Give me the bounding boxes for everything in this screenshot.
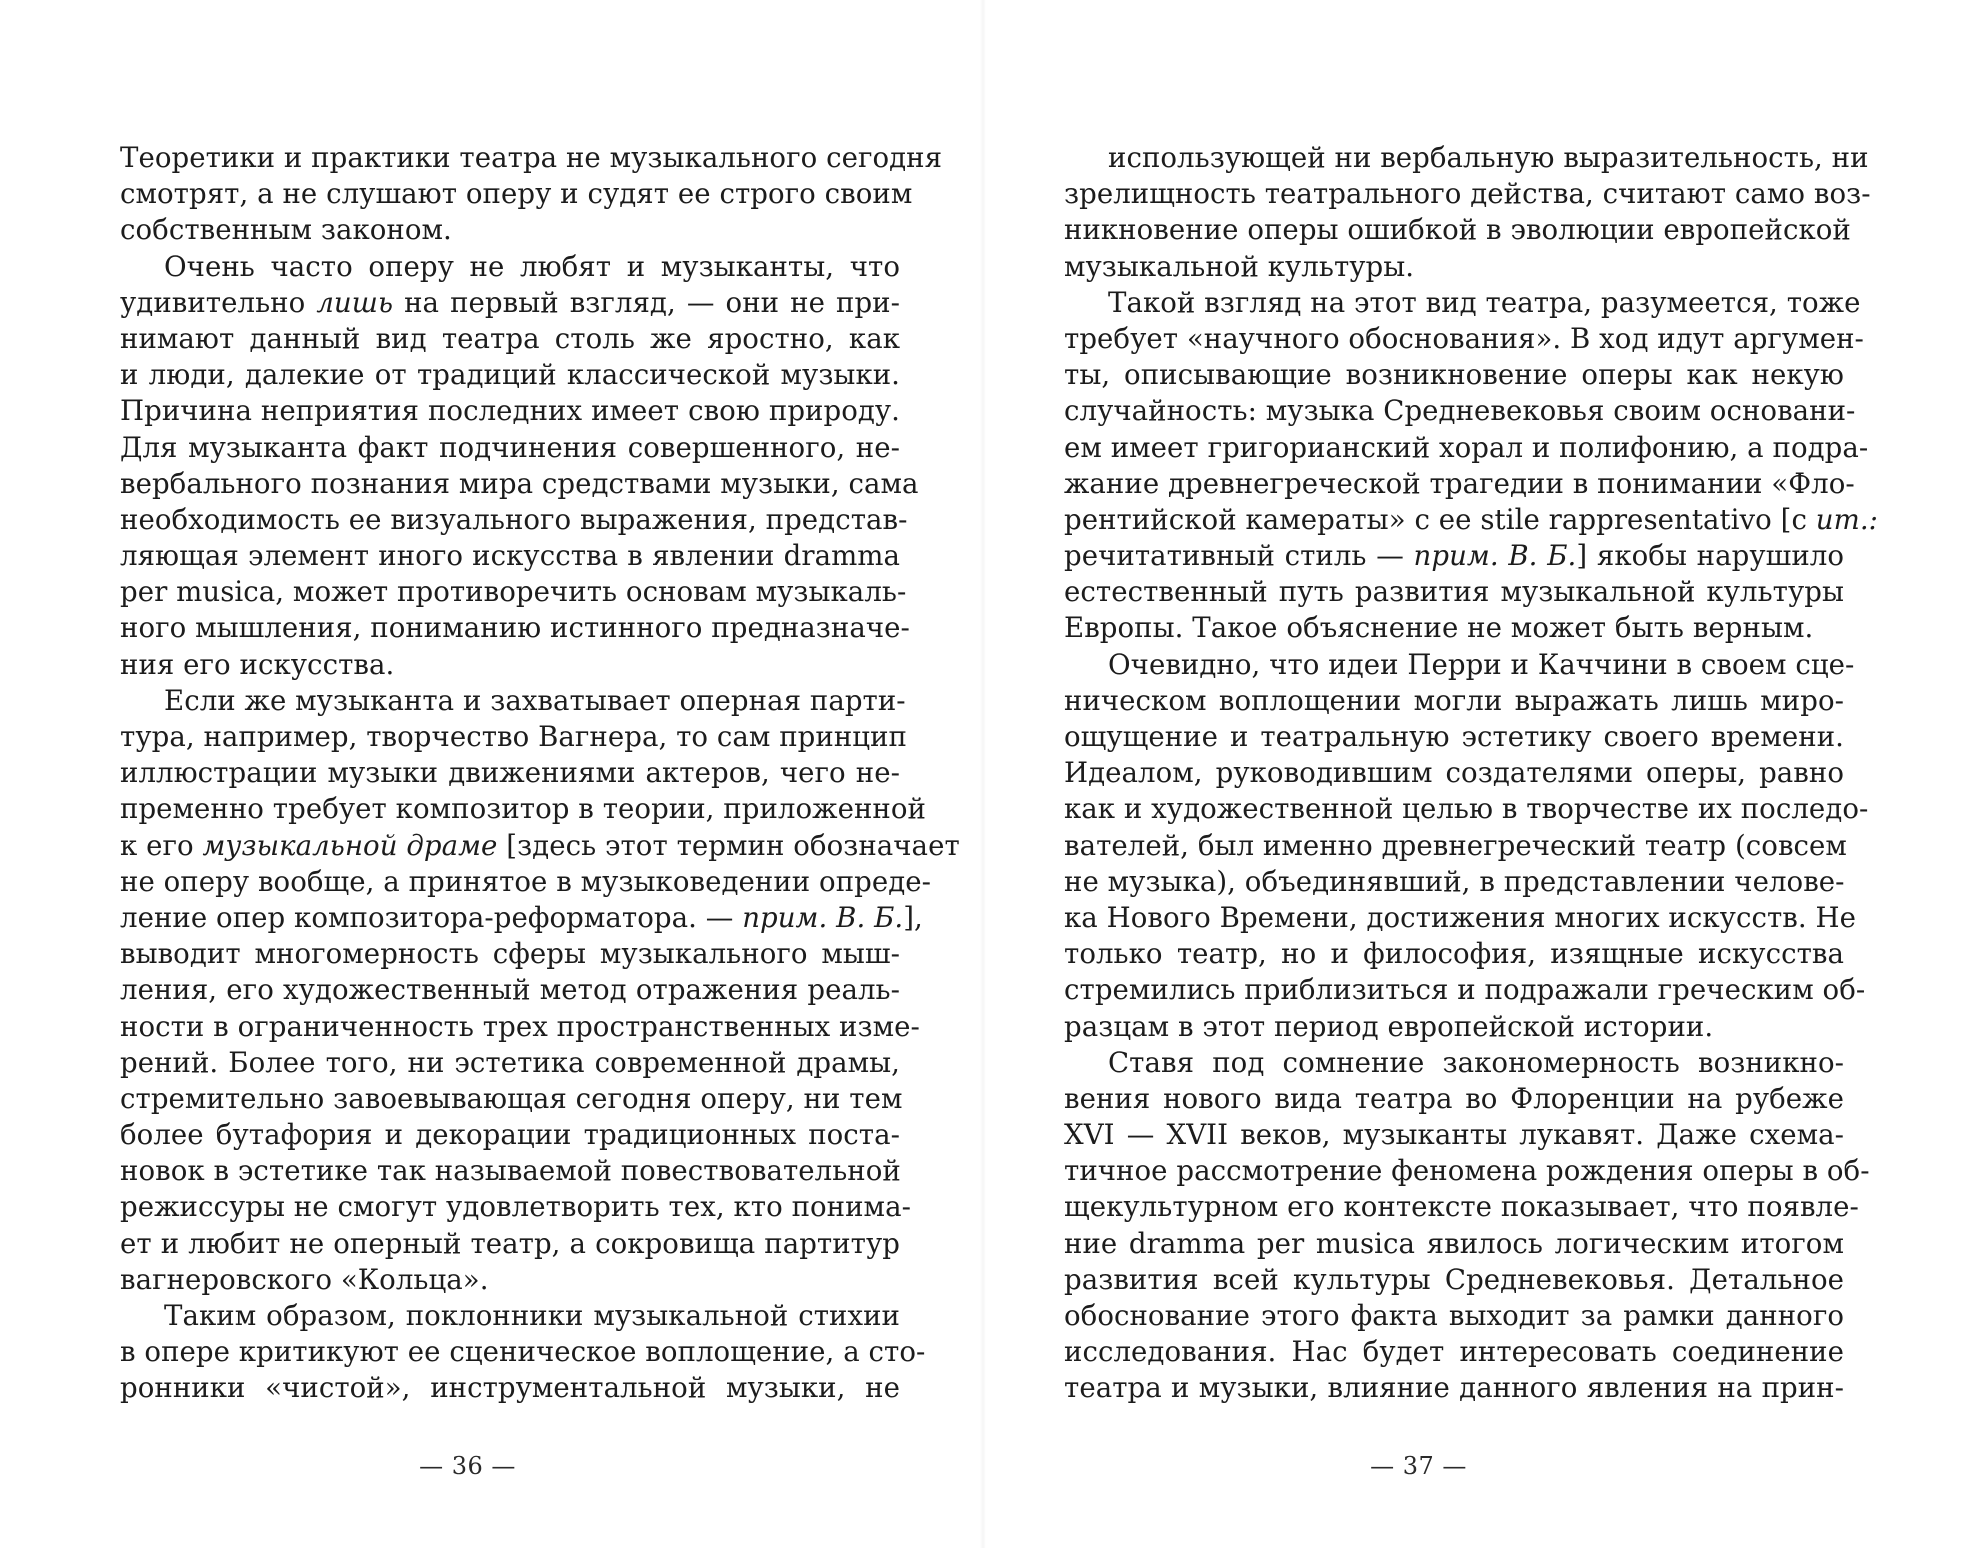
text-line: ническом воплощении могли выражать лишь миро- <box>1064 683 1844 717</box>
text-segment: удивительно <box>120 285 317 319</box>
text-segment: ], <box>903 900 923 934</box>
text-line: режиссуры не смогут удовлетворить тех, кто понима- <box>120 1190 911 1224</box>
text-line: собственным законом. <box>120 213 452 247</box>
text-line: ем имеет григорианский хорал и полифонию, а подра- <box>1064 430 1869 464</box>
text-line: Теоретики и практики театра не музыкального сегодня <box>120 141 943 174</box>
text-segment: рентийской камераты» с ее stile rappresentativo [с <box>1064 502 1816 536</box>
text-line: в опере критикуют ее сценическое воплощение, а сто- <box>120 1335 926 1369</box>
text-line: вагнеровского «Кольца». <box>120 1262 489 1296</box>
text-line: обоснование этого факта выходит за рамки данного <box>1064 1299 1844 1332</box>
text-line <box>120 285 900 321</box>
text-line: ощущение и театральную эстетику своего времени. <box>1064 720 1844 753</box>
right-page-number: — 37 — <box>1370 1452 1467 1480</box>
text-line: вателей, был именно древнегреческий театр (совсем <box>1064 828 1847 862</box>
text-line: не оперу вообще, а принятое в музыковедении опреде- <box>120 864 932 898</box>
italic-text: прим. В. Б. <box>742 900 904 934</box>
text-line: Такой взгляд на этот вид театра, разумеется, тоже <box>1108 285 1861 319</box>
text-line: ронники «чистой», инструментальной музыки, не <box>120 1371 900 1405</box>
text-line: пременно требует композитор в теории, приложенной <box>120 792 926 826</box>
text-line: театра и музыки, влияние данного явления на прин- <box>1064 1371 1844 1405</box>
text-segment: ление опер композитора-реформатора. — <box>120 900 743 934</box>
text-line: никновение оперы ошибкой в эволюции европейской <box>1064 213 1851 247</box>
text-line: только театр, но и философия, изящные искусства <box>1064 937 1844 971</box>
text-line: развития всей культуры Средневековья. Детальное <box>1064 1262 1844 1296</box>
text-line: использующей ни вербальную выразительность, ни <box>1108 141 1869 174</box>
text-line: и люди, далекие от традиций классической музыки. <box>120 358 900 392</box>
text-line: вербального познания мира средствами музыки, сама <box>120 466 919 500</box>
text-line: Очень часто оперу не любят и музыканты, что <box>164 249 900 283</box>
text-segment: на первый взгляд, — они не при- <box>393 285 900 319</box>
text-line: музыкальной культуры. <box>1064 249 1415 283</box>
left-page-number: — 36 — <box>419 1452 516 1480</box>
text-line: ты, описывающие возникновение оперы как некую <box>1064 358 1844 392</box>
text-line: вения нового вида театра во Флоренции на рубеже <box>1064 1081 1844 1115</box>
text-segment: к его <box>120 828 203 862</box>
text-line: рений. Более того, ни эстетика современной драмы, <box>120 1045 900 1079</box>
text-line: случайность: музыка Средневековья своим основани- <box>1064 394 1856 428</box>
text-line: разцам в этот период европейской истории. <box>1064 1009 1714 1043</box>
italic-text: лишь <box>316 285 394 319</box>
text-segment: ] якобы нарушило <box>1576 539 1844 573</box>
text-line: тичное рассмотрение феномена рождения оперы в об- <box>1064 1154 1870 1188</box>
text-line: зрелищность театрального действа, считают само воз- <box>1064 177 1871 211</box>
text-line: жание древнегреческой трагедии в понимании «Фло- <box>1064 466 1855 500</box>
text-line: ка Нового Времени, достижения многих искусств. Не <box>1064 900 1856 934</box>
text-line: ние dramma per musica явилось логическим итогом <box>1064 1226 1844 1260</box>
text-line <box>1064 502 1878 538</box>
text-line: ности в ограниченность трех пространственных изме- <box>120 1009 920 1043</box>
text-line: исследования. Нас будет интересовать соединение <box>1064 1335 1844 1369</box>
text-line: Если же музыканта и захватывает оперная парти- <box>164 683 906 717</box>
text-line: не музыка), объединявший, в представлении челове- <box>1064 864 1845 898</box>
text-line: как и художественной целью в творчестве их последо- <box>1064 792 1869 826</box>
italic-text: прим. В. Б. <box>1413 539 1577 573</box>
right-page <box>983 0 1966 1548</box>
text-line: смотрят, а не слушают оперу и судят ее строго своим <box>120 177 913 211</box>
text-line: Для музыканта факт подчинения совершенного, не- <box>120 430 900 464</box>
italic-text: ит.: <box>1815 502 1878 536</box>
text-line: Таким образом, поклонники музыкальной стихии <box>164 1299 900 1332</box>
left-page-text <box>120 140 960 1407</box>
text-line: Европы. Такое объяснение не может быть верным. <box>1064 611 1814 645</box>
text-line: per musica, может противоречить основам музыкаль- <box>120 575 907 609</box>
text-line: стремились приблизиться и подражали греческим об- <box>1064 973 1866 1007</box>
text-line: ния его искусства. <box>120 647 395 681</box>
text-line: нимают данный вид театра столь же яростно, как <box>120 321 900 355</box>
text-line: ления, его художественный метод отражения реаль- <box>120 973 900 1007</box>
text-segment: [здесь этот термин обозначает <box>497 828 960 862</box>
text-line: щекультурном его контексте показывает, что появле- <box>1064 1190 1859 1224</box>
text-line: Причина неприятия последних имеет свою природу. <box>120 394 900 428</box>
text-segment: речитативный стиль — <box>1064 539 1414 573</box>
text-line <box>1064 538 1844 574</box>
text-line: новок в эстетике так называемой повествовательной <box>120 1154 901 1188</box>
text-line: естественный путь развития музыкальной культуры <box>1064 575 1844 609</box>
text-line: стремительно завоевывающая сегодня оперу, ни тем <box>120 1081 903 1115</box>
text-line: ет и любит не оперный театр, а сокровища партитур <box>120 1226 900 1260</box>
text-line: ного мышления, пониманию истинного предназначе- <box>120 611 910 645</box>
italic-text: музыкальной драме <box>202 828 498 862</box>
text-line <box>120 828 960 864</box>
text-line <box>120 900 923 936</box>
text-line: Очевидно, что идеи Перри и Каччини в своем сце- <box>1108 647 1855 681</box>
text-line: более бутафория и декорации традиционных поста- <box>120 1118 900 1152</box>
text-line: Идеалом, руководившим создателями оперы, равно <box>1064 756 1844 790</box>
text-line: выводит многомерность сферы музыкального мыш- <box>120 937 900 971</box>
text-line: ляющая элемент иного искусства в явлении dramma <box>120 539 900 573</box>
right-page-text <box>1064 140 1878 1407</box>
text-line: тура, например, творчество Вагнера, то сам принцип <box>120 720 907 753</box>
text-line: XVI — XVII веков, музыканты лукавят. Даже схема- <box>1064 1118 1844 1152</box>
text-line: необходимость ее визуального выражения, представ- <box>120 502 908 536</box>
text-line: требует «научного обоснования». В ход идут аргумен- <box>1064 321 1864 355</box>
text-line: Ставя под сомнение закономерность возникно- <box>1108 1045 1844 1079</box>
text-line: иллюстрации музыки движениями актеров, чего не- <box>120 756 900 790</box>
